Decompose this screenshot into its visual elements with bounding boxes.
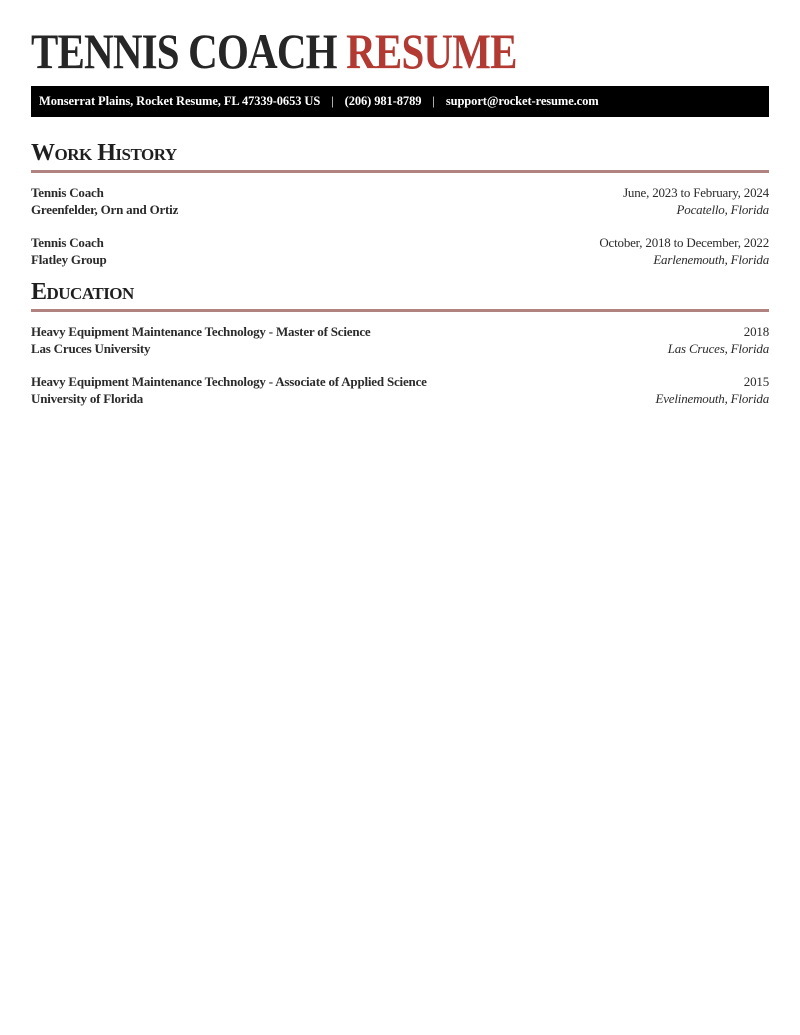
job-entry-left [31,184,178,218]
contact-separator: | [331,94,334,108]
education-degree: Heavy Equipment Maintenance Technology - Master of Science [31,324,371,339]
education-year: 2018 [743,324,769,339]
section-divider [31,170,769,173]
title-resume-word: RESUME [346,23,517,79]
education-entry-right [668,323,769,357]
work-history-heading: Work History [31,140,177,166]
contact-separator: | [432,94,435,108]
resume-page [0,0,800,407]
education-entry-right [656,373,770,407]
education-school: Las Cruces University [31,341,151,356]
job-entry [31,234,769,268]
education-location: Evelinemouth, Florida [655,391,769,406]
job-location: Earlenemouth, Florida [653,252,769,267]
education-section [31,280,769,407]
job-company: Greenfelder, Orn and Ortiz [31,202,179,217]
contact-bar [31,86,769,117]
job-entry-left [31,234,107,268]
job-entry-right [599,234,769,268]
job-location: Pocatello, Florida [676,202,769,217]
job-company: Flatley Group [31,252,107,267]
education-school: University of Florida [31,391,144,406]
page-title-text [31,23,517,79]
section-divider [31,309,769,312]
job-title: Tennis Coach [31,235,104,250]
education-entry-left [31,373,427,407]
page-title [31,0,769,79]
education-year: 2015 [743,374,769,389]
education-entry [31,373,769,407]
work-history-section [31,141,769,268]
education-entry [31,323,769,357]
contact-email: support@rocket-resume.com [445,94,599,108]
resume-header [31,0,769,117]
job-title: Tennis Coach [31,185,104,200]
job-entry [31,184,769,218]
job-dates: June, 2023 to February, 2024 [623,185,769,200]
education-entry-left [31,323,371,357]
education-heading: Education [31,279,134,305]
education-degree: Heavy Equipment Maintenance Technology - Associate of Applied Science [31,374,427,389]
job-entry-right [623,184,769,218]
job-dates: October, 2018 to December, 2022 [599,235,769,250]
education-location: Las Cruces, Florida [667,341,769,356]
contact-address: Monserrat Plains, Rocket Resume, FL 47339-0653 US [39,94,321,108]
contact-phone: (206) 981-8789 [344,94,422,108]
title-role: TENNIS COACH [31,23,337,79]
